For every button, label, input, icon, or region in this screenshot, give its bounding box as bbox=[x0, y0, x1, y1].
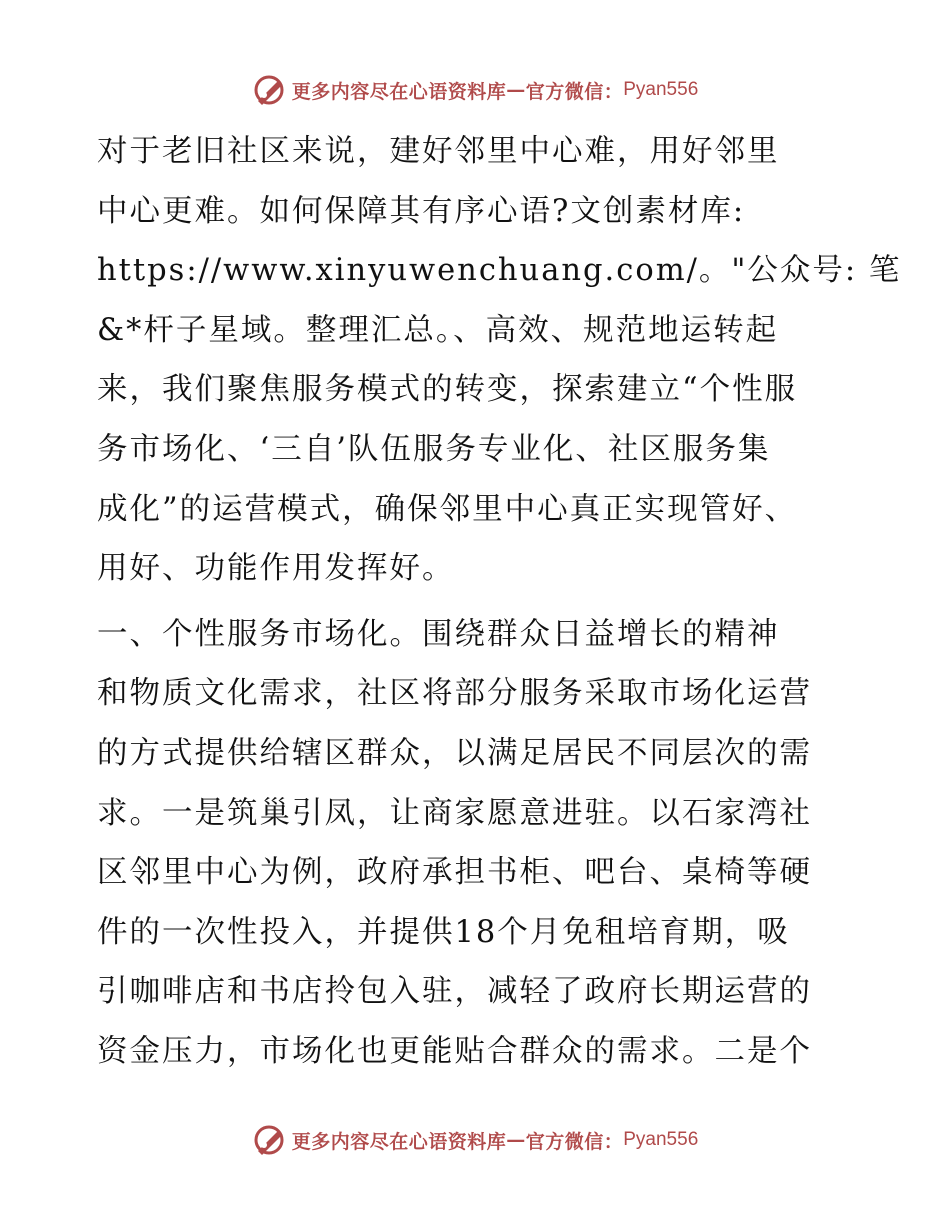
paragraph-section-one bbox=[97, 605, 853, 1082]
header-banner bbox=[0, 70, 950, 110]
text-line: 务市场化、‘三自’队伍服务专业化、社区服务集 bbox=[97, 431, 771, 467]
text-line: 引咖啡店和书店拎包入驻，减轻了政府长期运营的 bbox=[97, 974, 812, 1010]
text-line: &*杆子星域。整理汇总。、高效、规范地运转起 bbox=[97, 312, 779, 348]
text-line: https://www.xinyuwenchuang.com/。"公众号: 笔 bbox=[97, 253, 902, 289]
text-line: 件的一次性投入，并提供18个月免租培育期，吸 bbox=[97, 914, 790, 950]
banner-wechat-id: Pyan556 bbox=[623, 1129, 699, 1150]
text-line: 用好、功能作用发挥好。 bbox=[97, 551, 455, 587]
document-body bbox=[97, 122, 902, 1082]
banner-separator: — bbox=[506, 79, 526, 101]
pen-logo-icon bbox=[252, 73, 286, 107]
banner-separator: — bbox=[506, 1129, 526, 1151]
text-line: 资金压力，市场化也更能贴合群众的需求。二是个 bbox=[97, 1033, 812, 1069]
banner-title: 更多内容尽在心语资料库 bbox=[291, 1130, 507, 1153]
text-line: 区邻里中心为例，政府承担书柜、吧台、桌椅等硬 bbox=[97, 855, 812, 891]
paragraph-intro bbox=[97, 122, 902, 599]
text-line: 中心更难。如何保障其有序心语?文创素材库: bbox=[97, 193, 746, 229]
text-line: 成化”的运营模式，确保邻里中心真正实现管好、 bbox=[97, 491, 798, 527]
text-line: 一、个性服务市场化。围绕群众日益增长的精神 bbox=[97, 616, 780, 652]
banner-title: 更多内容尽在心语资料库 bbox=[291, 80, 507, 103]
text-line: 来，我们聚焦服务模式的转变，探索建立“个性服 bbox=[97, 372, 798, 408]
banner-wechat-id: Pyan556 bbox=[623, 79, 699, 100]
pen-logo-icon bbox=[252, 1123, 286, 1157]
text-line: 的方式提供给辖区群众，以满足居民不同层次的需 bbox=[97, 735, 812, 771]
banner-wechat-label: 官方微信： bbox=[525, 1130, 624, 1153]
banner-wechat-label: 官方微信： bbox=[525, 80, 624, 103]
text-line: 和物质文化需求，社区将部分服务采取市场化运营 bbox=[97, 676, 812, 712]
footer-banner bbox=[0, 1120, 950, 1160]
text-line: 对于老旧社区来说，建好邻里中心难，用好邻里 bbox=[97, 134, 780, 169]
text-line: 求。一是筑巢引凤，让商家愿意进驻。以石家湾社 bbox=[97, 795, 812, 831]
